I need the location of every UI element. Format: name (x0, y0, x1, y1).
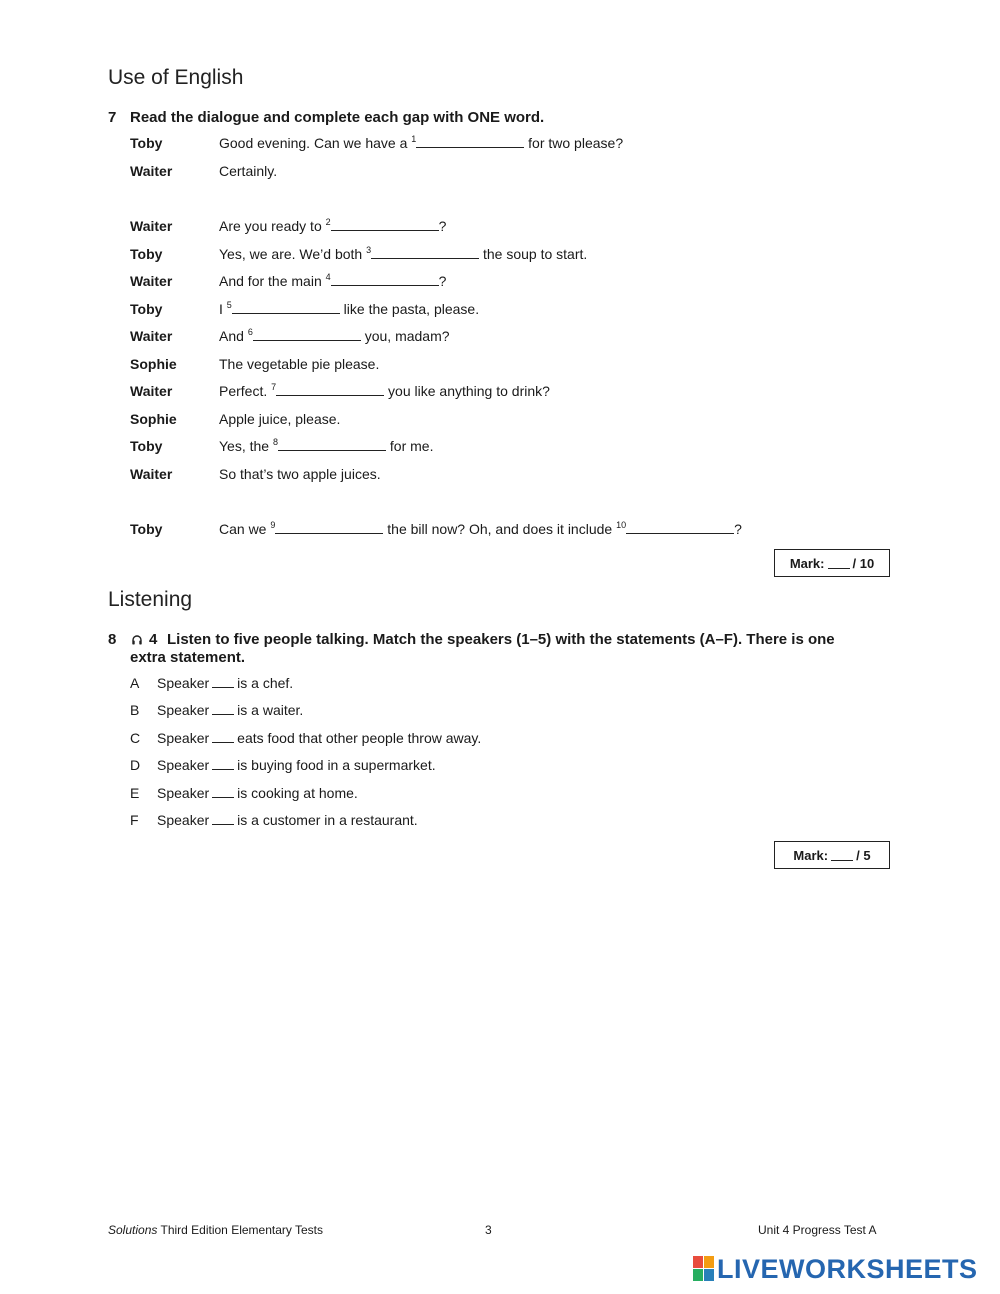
line-text (219, 464, 381, 484)
line-text-before: So that’s two apple juices. (219, 466, 381, 482)
mark-box-use-of-english (774, 549, 890, 577)
statement-description: is a chef. (237, 675, 294, 691)
speaker-number-blank[interactable] (212, 813, 234, 825)
section-title-use-of-english: Use of English (108, 66, 244, 89)
speaker-name: Waiter (130, 273, 173, 289)
gap-number: 4 (325, 272, 331, 282)
gap-number: 7 (271, 382, 277, 392)
speaker-name: Toby (130, 135, 163, 151)
question-instruction: Listen to five people talking. Match the speakers (1–5) with the statements (A–F). There is one extra statement. (130, 631, 835, 666)
speaker-name: Waiter (130, 328, 173, 344)
line-text-after: for two please? (524, 135, 624, 151)
line-text-after2: ? (734, 521, 742, 537)
line-text-before: The vegetable pie please. (219, 356, 380, 372)
line-text (219, 161, 277, 181)
statement-description: is a waiter. (237, 702, 304, 718)
gap-blank-6[interactable] (253, 328, 361, 341)
line-text-after: for me. (386, 438, 434, 454)
speaker-name: Toby (130, 438, 163, 454)
footer-page-number: 3 (485, 1223, 492, 1237)
line-text (219, 381, 550, 401)
line-text-after: you, madam? (360, 328, 450, 344)
line-text-before: And for the main (219, 273, 326, 289)
line-text (219, 271, 446, 291)
gap-blank-8[interactable] (278, 438, 386, 451)
line-text (219, 436, 433, 456)
gap-blank-3[interactable] (371, 246, 479, 259)
gap-number: 8 (272, 437, 278, 447)
mark-blank[interactable] (831, 849, 853, 861)
liveworksheets-logo[interactable] (693, 1252, 978, 1286)
gap-number: 9 (270, 520, 276, 530)
speaker-number-blank[interactable] (212, 703, 234, 715)
line-text (219, 216, 446, 236)
line-text-before: Apple juice, please. (219, 411, 341, 427)
speaker-name: Waiter (130, 218, 173, 234)
speaker-number-blank[interactable] (212, 676, 234, 688)
statement-letter: C (130, 730, 141, 746)
gap-number: 1 (411, 134, 417, 144)
line-text (219, 519, 742, 539)
mark-box-listening (774, 841, 890, 869)
line-text-after: ? (438, 273, 447, 289)
statement-text (157, 673, 293, 693)
speaker-name: Toby (130, 246, 163, 262)
statement-letter: B (130, 702, 140, 718)
statement-speaker-word: Speaker (157, 757, 210, 773)
line-text-after: ? (438, 218, 447, 234)
mark-label: Mark: (789, 555, 825, 571)
gap-number: 5 (226, 300, 232, 310)
footer-book-rest: Third Edition Elementary Tests (157, 1223, 324, 1237)
line-text-before: Yes, we are. We’d both (219, 246, 367, 262)
mark-label: Mark: (793, 847, 829, 863)
footer-book-italic: Solutions (108, 1223, 158, 1237)
gap-number: 6 (247, 327, 253, 337)
statement-text (157, 810, 418, 830)
statement-text (157, 783, 358, 803)
statement-speaker-word: Speaker (157, 785, 210, 801)
footer-test-name: Unit 4 Progress Test A (758, 1223, 877, 1237)
gap-blank-7[interactable] (276, 383, 384, 396)
statement-letter: E (130, 785, 140, 801)
statement-description: is cooking at home. (237, 785, 358, 801)
question-number: 8 (108, 631, 117, 648)
statement-letter: F (130, 812, 139, 828)
speaker-name: Toby (130, 301, 163, 317)
line-text (219, 409, 340, 429)
mark-total: / 10 (852, 555, 875, 571)
line-text-after: the bill now? Oh, and does it include (383, 521, 617, 537)
line-text-before: And (219, 328, 248, 344)
question-instruction: Read the dialogue and complete each gap with ONE word. (130, 109, 545, 126)
statement-speaker-word: Speaker (157, 702, 210, 718)
statement-text (157, 728, 481, 748)
line-text-before: Perfect. (219, 383, 272, 399)
speaker-name: Waiter (130, 163, 173, 179)
statement-speaker-word: Speaker (157, 675, 210, 691)
mark-total: / 5 (856, 847, 871, 863)
speaker-number-blank[interactable] (212, 758, 234, 770)
gap-blank-1[interactable] (416, 135, 524, 148)
gap-blank-9[interactable] (275, 521, 383, 534)
line-text-before: Certainly. (219, 163, 278, 179)
line-text (219, 133, 623, 153)
gap-blank-2[interactable] (331, 218, 439, 231)
statement-letter: A (130, 675, 140, 691)
mark-blank[interactable] (828, 557, 850, 569)
line-text (219, 299, 479, 319)
line-text-before: Yes, the (219, 438, 273, 454)
speaker-name: Toby (130, 521, 163, 537)
gap-number: 10 (616, 520, 627, 530)
statement-description: eats food that other people throw away. (237, 730, 482, 746)
section-title-listening: Listening (108, 588, 193, 611)
statement-text (157, 700, 303, 720)
statement-description: is a customer in a restaurant. (237, 812, 418, 828)
statement-speaker-word: Speaker (157, 812, 210, 828)
speaker-number-blank[interactable] (212, 731, 234, 743)
line-text-after: like the pasta, please. (339, 301, 480, 317)
gap-blank-5[interactable] (232, 301, 340, 314)
logo-text: LIVEWORKSHEETS (717, 1253, 978, 1284)
question-number: 7 (108, 109, 117, 126)
gap-number: 2 (325, 217, 331, 227)
line-text-before: Are you ready to (219, 218, 326, 234)
line-text-after: the soup to start. (479, 246, 588, 262)
track-number: 4 (149, 631, 158, 648)
gap-number: 3 (366, 245, 372, 255)
speaker-number-blank[interactable] (212, 786, 234, 798)
footer-book-title (108, 1223, 323, 1237)
line-text (219, 354, 379, 374)
line-text-before: Good evening. Can we have a (219, 135, 412, 151)
speaker-name: Sophie (130, 356, 177, 372)
speaker-name: Waiter (130, 383, 173, 399)
line-text-before: Can we (219, 521, 271, 537)
logo-blocks-icon (693, 1256, 715, 1282)
statement-speaker-word: Speaker (157, 730, 210, 746)
speaker-name: Waiter (130, 466, 173, 482)
gap-blank-10[interactable] (626, 521, 734, 534)
gap-blank-4[interactable] (331, 273, 439, 286)
line-text-after: you like anything to drink? (384, 383, 550, 399)
statement-description: is buying food in a supermarket. (237, 757, 436, 773)
speaker-name: Sophie (130, 411, 177, 427)
line-text (219, 244, 587, 264)
statement-letter: D (130, 757, 141, 773)
line-text (219, 326, 450, 346)
statement-text (157, 755, 436, 775)
line-text-before: I (219, 301, 227, 317)
